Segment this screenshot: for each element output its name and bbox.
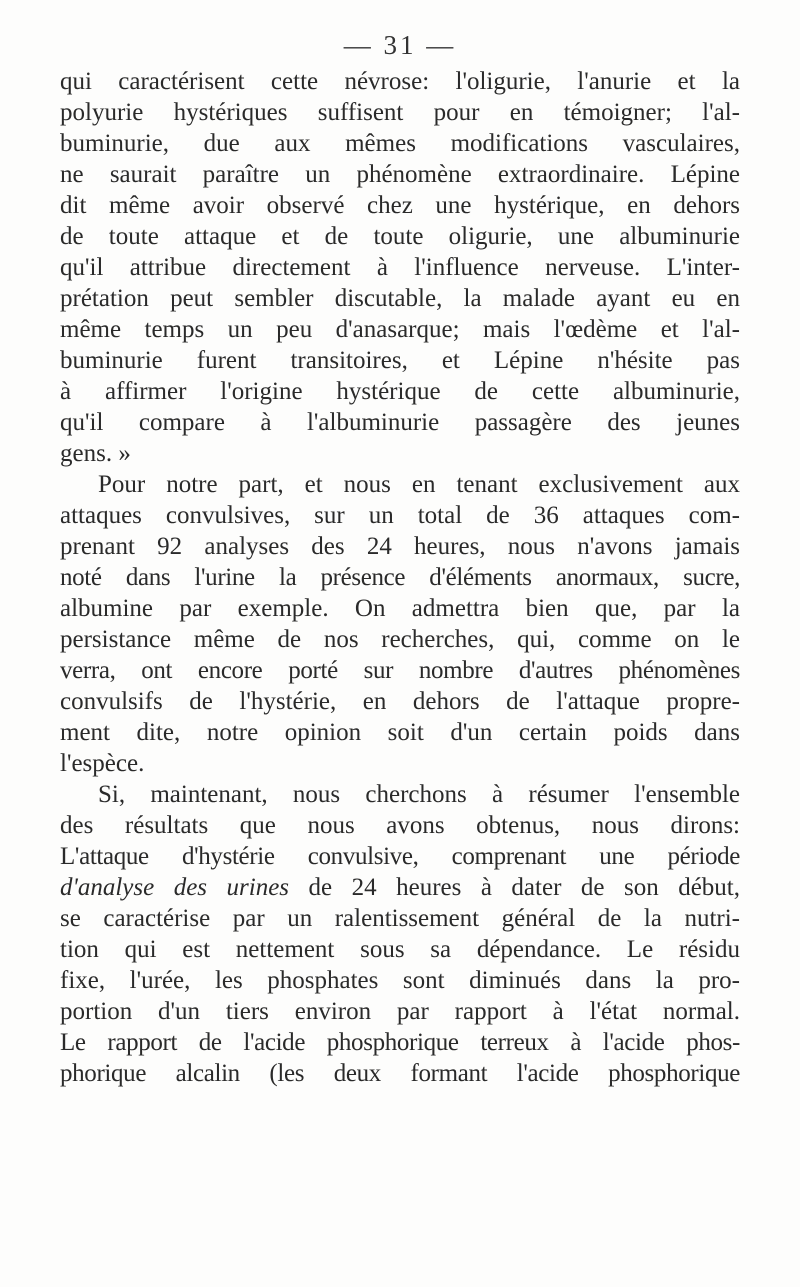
text-line: polyurie hystériques suffisent pour en témoigner; l'al- — [60, 99, 740, 126]
text-line: des résultats que nous avons obtenus, nous dirons: — [60, 812, 740, 839]
text-line: noté dans l'urine la présence d'éléments anormaux, sucre, — [60, 564, 740, 591]
text-line: attaques convulsives, sur un total de 36 attaques com- — [60, 502, 740, 529]
text-line: albumine par exemple. On admettra bien que, par la — [60, 595, 740, 622]
text-line: dit même avoir observé chez une hystérique, en dehors — [60, 192, 740, 219]
italic-phrase: d'analyse des urines — [60, 874, 290, 901]
text-line: même temps un peu d'anasarque; mais l'œdème et l'al- — [60, 316, 740, 343]
page-number: — 31 — — [343, 30, 457, 60]
text-line: Pour notre part, et nous en tenant exclusivement aux — [98, 471, 740, 498]
text-line: à affirmer l'origine hystérique de cette albuminurie, — [60, 378, 740, 405]
text-line: convulsifs de l'hystérie, en dehors de l'attaque propre- — [60, 688, 740, 715]
text-line: prétation peut sembler discutable, la malade ayant eu en — [60, 285, 740, 312]
text-line: verra, ont encore porté sur nombre d'autres phénomènes — [60, 657, 740, 684]
text-line: de toute attaque et de toute oligurie, une albuminurie — [60, 223, 740, 250]
text-line: fixe, l'urée, les phosphates sont diminués dans la pro- — [60, 967, 740, 994]
text-line: qu'il compare à l'albuminurie passagère des jeunes — [60, 409, 740, 436]
text-line: l'espèce. — [60, 750, 145, 777]
text-line: tion qui est nettement sous sa dépendance. Le résidu — [60, 936, 740, 963]
text-line: Le rapport de l'acide phosphorique terreux à l'acide phos- — [60, 1029, 740, 1056]
text-line: portion d'un tiers environ par rapport à l'état normal. — [60, 998, 740, 1025]
paragraph-3 — [60, 779, 740, 1089]
text-line: L'attaque d'hystérie convulsive, comprenant une période — [60, 843, 740, 870]
text-line: Si, maintenant, nous cherchons à résumer l'ensemble — [98, 781, 740, 808]
text-line-with-italic — [60, 872, 740, 903]
text-line: prenant 92 analyses des 24 heures, nous n'avons jamais — [60, 533, 740, 560]
text-line: buminurie furent transitoires, et Lépine n'hésite pas — [60, 347, 740, 374]
text-line: qu'il attribue directement à l'influence nerveuse. L'inter- — [60, 254, 740, 281]
text-line: gens. » — [60, 440, 131, 467]
paragraph-1 — [60, 66, 740, 469]
text-line: qui caractérisent cette névrose: l'oligurie, l'anurie et la — [60, 68, 740, 95]
text-fragment: de 24 heures à dater de son début, — [289, 874, 740, 901]
text-line: phorique alcalin (les deux formant l'acide phosphorique — [60, 1060, 740, 1087]
text-line: ne saurait paraître un phénomène extraordinaire. Lépine — [60, 161, 740, 188]
text-line: persistance même de nos recherches, qui, comme on le — [60, 626, 740, 653]
text-line: buminurie, due aux mêmes modifications vasculaires, — [60, 130, 740, 157]
body-text — [60, 66, 740, 1089]
text-line: ment dite, notre opinion soit d'un certain poids dans — [60, 719, 740, 746]
text-line: se caractérise par un ralentissement général de la nutri- — [60, 905, 740, 932]
paragraph-2 — [60, 469, 740, 779]
